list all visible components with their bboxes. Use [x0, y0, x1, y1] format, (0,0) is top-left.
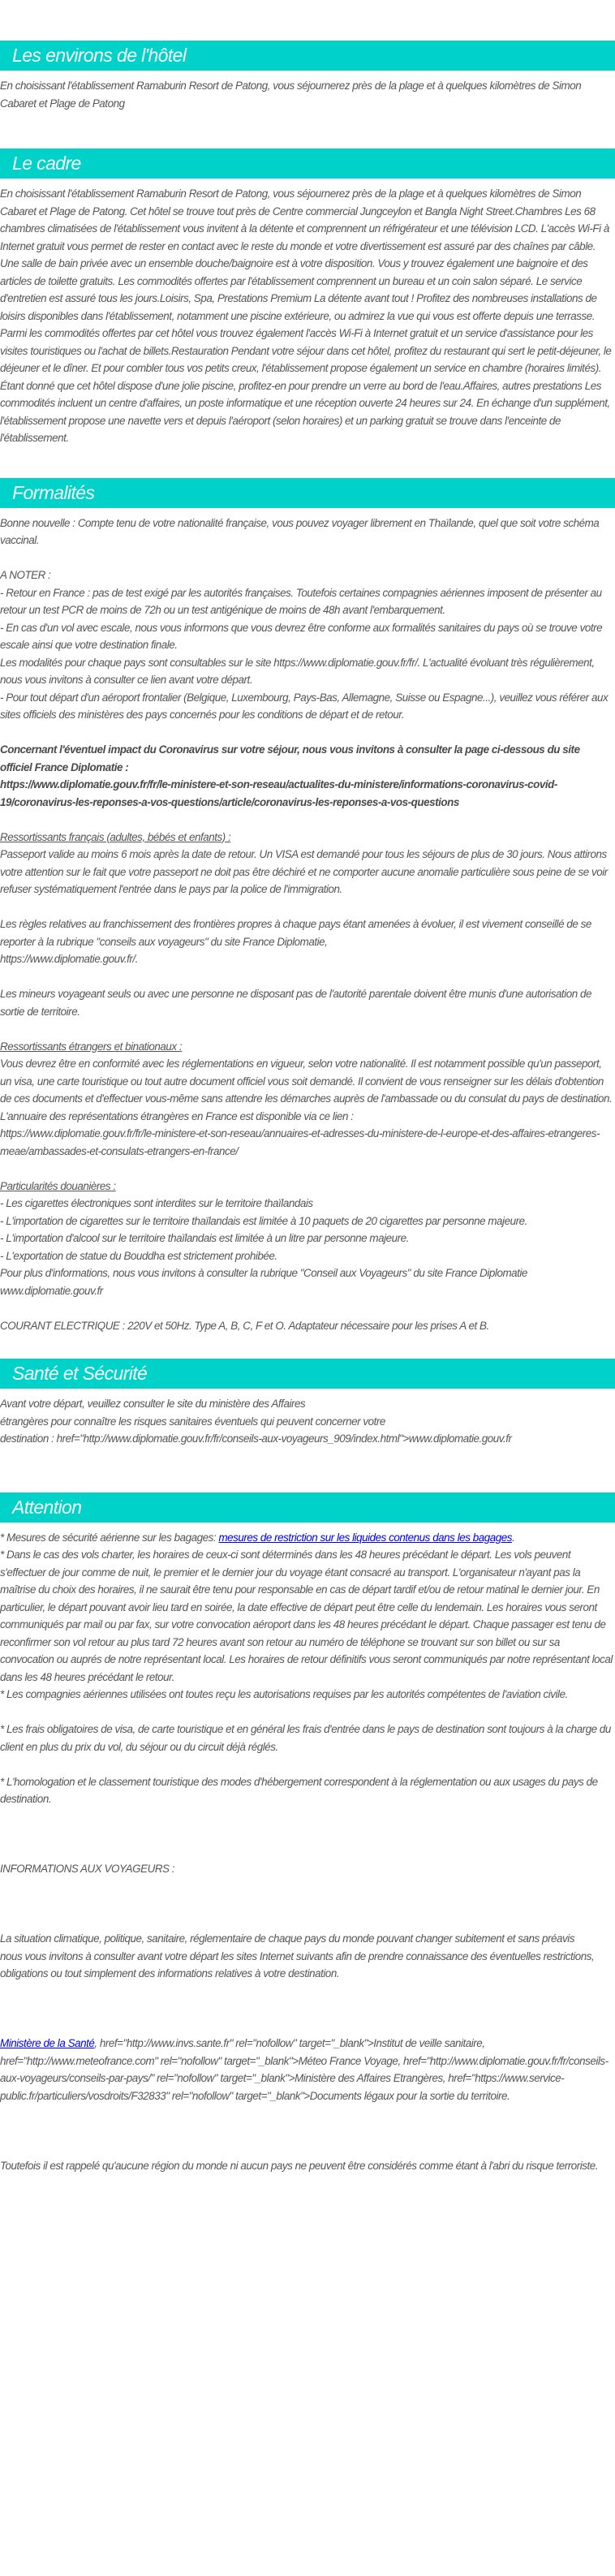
environs-text: En choisissant l'établissement Ramaburin Resort de Patong, vous séjournerez près de la plage et à quelques kilomètres de Simon Cabaret et Plage de Patong [0, 80, 582, 110]
section-attention [0, 1493, 615, 2175]
section-title: Santé et Sécurité [12, 1363, 148, 1384]
section-header-formalites [0, 478, 615, 508]
section-sante [0, 1359, 615, 1448]
section-header-cadre [0, 149, 615, 179]
minors-text: Les mineurs voyageant seuls ou avec une personne ne disposant pas de l'autorité parentale doivent être munis d'une autorisation de sortie de territoire. [0, 988, 591, 1018]
luggage-suffix: . [511, 1531, 515, 1544]
section-header-attention [0, 1493, 615, 1523]
customs-label: Particularités douanières : [0, 1179, 116, 1192]
formalites-intro: Bonne nouvelle : Compte tenu de votre nationalité française, vous pouvez voyager librement en Thaïlande, quel que soit votre schéma vaccinal. [0, 516, 600, 546]
section-formalites [0, 478, 615, 1335]
luggage-notice [0, 1529, 613, 1547]
directory-url: https://www.diplomatie.gouv.fr/fr/le-ministere-et-son-reseau/annuaires-et-adresses-du-ministere-de-l-europe-et-des-affaires-etrangeres-meae/ambassades-et-consulats-etrangers-en-france/ [0, 1127, 600, 1157]
travelers-info-label: INFORMATIONS AUX VOYAGEURS : [0, 1863, 175, 1875]
foreign-nationals-text: Vous devrez être en conformité avec les réglementations en vigueur, selon votre nationalité. Il est notamment possible qu'un passeport, un visa, une carte touristique ou tout autre document officiel vous soit demandé. Il convient de vous renseigner sur les délais d'obtention de ces documents et d'effectuer vous-même sans attendre les démarches auprès de l'ambassade ou du consulat du pays de destination. [0, 1058, 613, 1105]
power-info: COURANT ELECTRIQUE : 220V et 50Hz. Type A, B, C, F et O. Adaptateur nécessaire pour les prises A et B. [0, 1319, 489, 1332]
sante-line: destination : href="http://www.diplomatie.gouv.fr/fr/conseils-aux-voyageurs_909/index.html">www.diplomatie.gouv.fr [0, 1432, 512, 1445]
note-item: Les modalités pour chaque pays sont consultables sur le site https://www.diplomatie.gouv.fr/fr/. L'actualité évoluant très régulièrement, nous vous invitons à consulter ce lien avant votre départ. [0, 656, 595, 686]
sante-line: étrangères pour connaître les risques sanitaires éventuels qui peuvent concerner votre [0, 1415, 385, 1428]
cadre-text: En choisissant l'établissement Ramaburin Resort de Patong, vous séjournerez près de la plage et à quelques kilomètres de Simon Cabaret et Plage de Patong. Cet hôtel se trouve tout près de Centre commercial Jungceylon et Bangla Night Street.Chambres Les 68 chambres climatisées de l'établissement vous invitent à la détente et comprennent un réfrigérateur et une télévision LCD. L'accès Wi-Fi à Internet gratuit vous permet de rester en contact avec le reste du monde et votre divertissement est assuré par des chaînes par câble. Une salle de bain privée avec un ensemble douche/baignoire est à votre disposition. Vous y trouvez également une baignoire et des articles de toilette gratuits. Les commodités offertes par l'établissement comprennent un bureau et un coin salon séparé. Le service d'entretien est assuré tous les jours.Loisirs, Spa, Prestations Premium La détente avant tout ! Profitez des nombreuses installations de loisirs disponibles dans l'établissement, notamment une piscine extérieure, ou admirez la vue qui vous est offerte depuis une terrasse. Parmi les commodités offertes par cet hôtel vous trouvez également l'accès Wi-Fi à Internet gratuit et un service d'assistance pour les visites touristiques ou l'achat de billets.Restauration Pendant votre séjour dans cet hôtel, profitez du restaurant qui sert le petit-déjeuner, le déjeuner et le dîner. Et pour combler tous vos petits creux, l'établissement propose également un service en chambre (horaires limités). Étant donné que cet hôtel dispose d'une jolie piscine, profitez-en pour prendre un verre au bord de l'eau.Affaires, autres prestations Les commodités incluent un centre d'affaires, un poste informatique et une réception ouverte 24 heures sur 24. En échange d'un supplément, l'établissement propose une navette vers et depuis l'aéroport (selon horaires) et un parking gratuit se trouve dans l'enceinte de l'établissement. [0, 187, 612, 444]
section-header-environs [0, 41, 615, 71]
section-title: Les environs de l'hôtel [12, 45, 187, 66]
customs-item: - Les cigarettes électroniques sont interdites sur le territoire thaïlandais [0, 1197, 313, 1209]
situation-text: nous vous invitons à consulter avant votre départ les sites Internet suivants afin de prendre connaissance des éventuelles restrictions, obligations ou tout simplement des informations relatives à votre destination. [0, 1949, 595, 1979]
note-item: - Pour tout départ d'un aéroport frontalier (Belgique, Luxembourg, Pays-Bas, Allemagne, Suisse ou Espagne...), veuillez vous référer aux sites officiels des ministères des pays concernés pour les conditions de départ et de retour. [0, 691, 609, 721]
customs-item: - L'importation d'alcool sur le territoire thaïlandais est limitée à un litre par personne majeure. [0, 1232, 409, 1244]
terror-notice: Toutefois il est rappelé qu'aucune région du monde ni aucun pays ne peuvent être considérés comme étant à l'abri du risque terroriste. [0, 2159, 599, 2172]
customs-more: Pour plus d'informations, nous vous invitons à consulter la rubrique "Conseil aux Voyageurs" du site France Diplomatie [0, 1267, 527, 1279]
customs-url: www.diplomatie.gouv.fr [0, 1284, 103, 1297]
section-body [0, 77, 615, 112]
note-label: A NOTER : [0, 569, 51, 581]
customs-item: - L'importation de cigarettes sur le territoire thaïlandais est limitée à 10 paquets de 20 cigarettes par personne majeure. [0, 1214, 527, 1227]
covid-notice: Concernant l'éventuel impact du Coronavirus sur votre séjour, nous vous invitons à consulter la page ci-dessous du site officiel France Diplomatie : [0, 743, 580, 773]
airlines-notice: * Les compagnies aériennes utilisées ont toutes reçu les autorisations requises par les autorités compétentes de l'aviation civile. [0, 1688, 568, 1700]
covid-url: https://www.diplomatie.gouv.fr/fr/le-ministere-et-son-reseau/actualites-du-ministere/informations-coronavirus-covid-19/coronavirus-les-reponses-a-vos-questions/article/coronavirus-les-reponses-a-vos-questions [0, 778, 557, 808]
useful-links-text: , href="http://www.invs.sante.fr" rel="nofollow" target="_blank">Institut de veille sanitaire, href="http://www.meteofrance.com" rel="nofollow" target="_blank">Méteo France Voyage, href="http://www.diplomatie.gouv.fr/fr/conseils-aux-voyageurs/conseils-par-pays/" rel="nofollow" target="_blank">Ministère des Affaires Etrangères, href="https://www.service-public.fr/particuliers/vosdroits/F32833" rel="nofollow" target="_blank">Documents légaux pour la sortie du territoire. [0, 2037, 609, 2102]
charter-notice: * Dans le cas des vols charter, les horaires de ceux-ci sont déterminés dans les 48 heures précédant le départ. Les vols peuvent s'effectuer de jour comme de nuit, le premier et le dernier jour du voyage étant consacré au transport. L'organisateur n'ayant pas la maîtrise du choix des horaires, il ne saurait être tenu pour responsable en cas de départ tardif et/ou de retour matinal le dernier jour. En particulier, le départ pouvant avoir lieu tard en soirée, la date effective de départ peut être celle du lendemain. Les horaires vous seront communiqués par mail ou par fax, sur votre convocation aéroport dans les 48 heures précédant le départ. Chaque passager est tenu de reconfirmer son vol retour au plus tard 72 heures avant son retour au numéro de téléphone se trouvant sur son billet ou sur sa convocation ou auprés de notre représentant local. Les horaires de retour définitifs vous seront communiqués par notre représentant local dans les 48 heures précédant le retour. [0, 1549, 613, 1683]
borders-text: Les règles relatives au franchissement des frontières propres à chaque pays étant amenées à évoluer, il est vivement conseillé de se reporter à la rubrique "conseils aux voyageurs" du site France Diplomatie, [0, 918, 591, 948]
french-nationals-text: Passeport valide au moins 6 mois après la date de retour. Un VISA est demandé pour tous les séjours de plus de 30 jours. Nous attirons votre attention sur le fait que votre passeport ne doit pas être déchiré et ne comporter aucune anomalie particulière sous peine de se voir refuser systématiquement l'entrée dans le pays par la police de l'immigration. [0, 848, 608, 895]
section-title: Le cadre [12, 153, 81, 174]
section-title: Formalités [12, 481, 95, 503]
foreign-nationals-label: Ressortissants étrangers et binationaux : [0, 1040, 183, 1053]
ministere-sante-link[interactable]: Ministère de la Santé [0, 2037, 95, 2049]
customs-item: - L'exportation de statue du Bouddha est strictement prohibée. [0, 1249, 277, 1262]
note-item: - En cas d'un vol avec escale, nous vous informons que vous devrez être conforme aux formalités sanitaires du pays où se trouve votre escale ainsi que votre destination finale. [0, 621, 603, 651]
french-nationals-label: Ressortissants français (adultes, bébés et enfants) : [0, 830, 231, 843]
directory-text: L'annuaire des représentations étrangères en France est disponible via ce lien : [0, 1109, 354, 1122]
section-body [0, 185, 615, 447]
borders-url: https://www.diplomatie.gouv.fr/. [0, 953, 138, 965]
useful-links [0, 2035, 613, 2104]
section-environs [0, 41, 615, 112]
section-body [0, 1529, 615, 2175]
section-cadre [0, 149, 615, 447]
section-body [0, 1395, 615, 1448]
sante-line: Avant votre départ, veuillez consulter le site du ministère des Affaires [0, 1398, 306, 1410]
section-title: Attention [12, 1496, 82, 1518]
fees-notice: * Les frais obligatoires de visa, de carte touristique et en général les frais d'entrée dans le pays de destination sont toujours à la charge du client en plus du prix du vol, du séjour ou du circuit déjà réglés. [0, 1723, 611, 1753]
section-body [0, 515, 615, 1335]
section-header-sante [0, 1359, 615, 1389]
liquids-restriction-link[interactable]: mesures de restriction sur les liquides contenus dans les bagages [218, 1531, 512, 1544]
situation-text: La situation climatique, politique, sanitaire, réglementaire de chaque pays du monde pouvant changer subitement et sans préavis [0, 1932, 575, 1945]
note-item: - Retour en France : pas de test exigé par les autorités françaises. Toutefois certaines compagnies aériennes imposent de présenter au retour un test PCR de moins de 72h ou un test antigénique de moins de 48h avant l'embarquement. [0, 586, 602, 616]
luggage-prefix: * Mesures de sécurité aérienne sur les bagages: [0, 1531, 219, 1544]
homologation-notice: * L'homologation et le classement touristique des modes d'hébergement correspondent à la réglementation ou aux usages du pays de destination. [0, 1775, 598, 1805]
